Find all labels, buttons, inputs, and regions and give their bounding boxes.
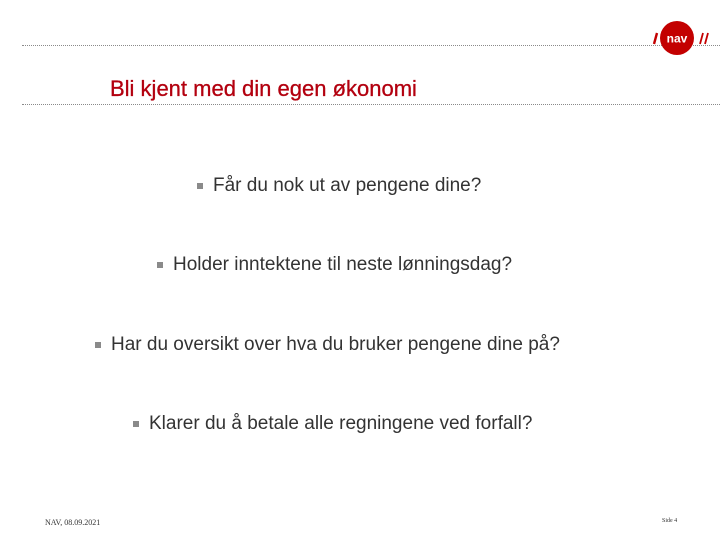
bullet-item [95, 334, 560, 356]
footer-date: NAV, 08.09.2021 [45, 518, 101, 527]
square-bullet-icon [197, 183, 203, 189]
top-divider [22, 45, 720, 46]
title-divider [22, 104, 720, 105]
nav-logo [648, 18, 712, 58]
logo-text: nav [666, 31, 688, 46]
bullet-text: Får du nok ut av pengene dine? [213, 175, 482, 196]
bullet-item [157, 254, 512, 276]
square-bullet-icon [95, 342, 101, 348]
square-bullet-icon [157, 262, 163, 268]
bullet-text: Holder inntektene til neste lønningsdag? [173, 254, 513, 275]
bullet-item [197, 175, 481, 197]
bullet-text: Har du oversikt over hva du bruker pengene dine på? [111, 334, 560, 355]
square-bullet-icon [133, 421, 139, 427]
footer-page-number: Side 4 [662, 518, 678, 524]
slide-title: Bli kjent med din egen økonomi [110, 76, 417, 101]
bullet-text: Klarer du å betale alle regningene ved forfall? [149, 413, 533, 434]
bullet-item [133, 413, 532, 435]
